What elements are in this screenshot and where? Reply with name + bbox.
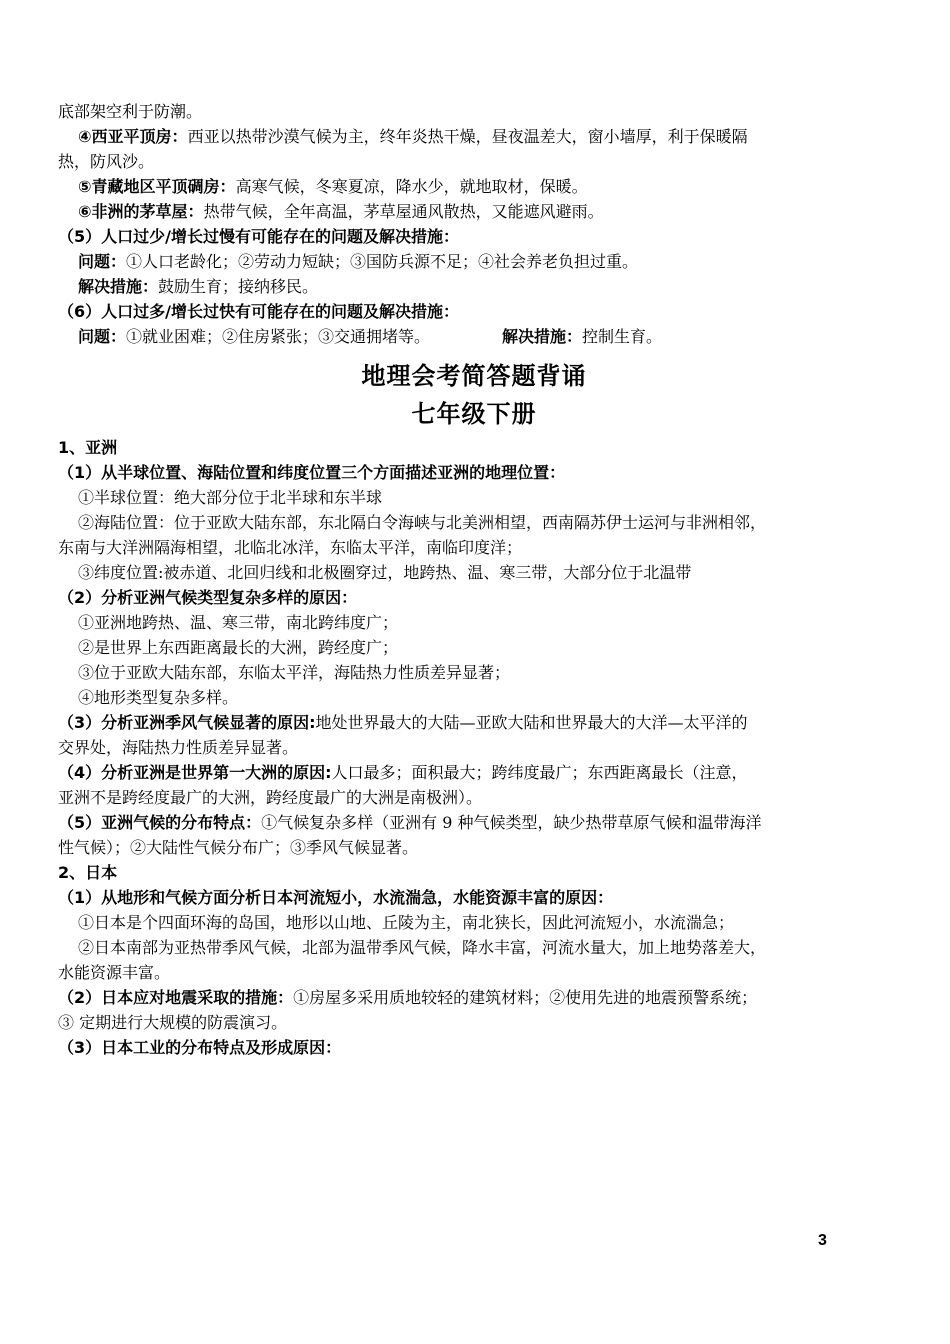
text-line: ③ 定期进行大规模的防震演习。 <box>58 1013 288 1032</box>
text-line <box>58 249 890 274</box>
text-line: 性气候）；②大陆性气候分布广；③季风气候显著。 <box>58 838 419 857</box>
item-text: 热带气候，全年高温，茅草屋通风散热，又能遮风避雨。 <box>203 202 604 221</box>
question-heading: （2）分析亚洲气候类型复杂多样的原因： <box>58 588 358 607</box>
page-subtitle: 七年级下册 <box>411 400 537 428</box>
question-label: （2）日本应对地震采取的措施： <box>58 988 294 1007</box>
question-heading: （6）人口过多/增长过快有可能存在的问题及解决措施： <box>58 302 459 321</box>
text-line: 热，防风沙。 <box>58 152 155 171</box>
question-label: （4）分析亚洲是世界第一大洲的原因: <box>58 763 332 782</box>
text-line: ④地形类型复杂多样。 <box>78 688 239 707</box>
text-line <box>58 985 890 1010</box>
text-line <box>58 324 890 349</box>
answer-text: 人口最多；面积最大；跨纬度最广；东西距离最长（注意， <box>331 763 748 782</box>
item-text: 高寒气候，冬寒夏凉，降水少，就地取材，保暖。 <box>235 177 588 196</box>
page-number: 3 <box>818 1232 827 1249</box>
answer-text: ①房屋多采用质地较轻的建筑材料；②使用先进的地震预警系统； <box>293 988 758 1007</box>
problem-label: 问题： <box>78 327 127 346</box>
item-label: ⑤青藏地区平顶碉房： <box>78 177 236 196</box>
text-line: 水能资源丰富。 <box>58 963 171 982</box>
question-heading: （5）人口过少/增长过慢有可能存在的问题及解决措施： <box>58 227 459 246</box>
text-line: 底部架空利于防潮。 <box>58 102 203 121</box>
text-line: ③位于亚欧大陆东部，东临太平洋，海陆热力性质差异显著； <box>78 663 511 682</box>
problem-text: ①人口老龄化；②劳动力短缺；③国防兵源不足；④社会养老负担过重。 <box>126 252 639 271</box>
answer-text: 地处世界最大的大陆—亚欧大陆和世界最大的大洋—太平洋的 <box>315 713 748 732</box>
document-page <box>58 99 890 1060</box>
item-text: 西亚以热带沙漠气候为主，终年炎热干燥，昼夜温差大，窗小墙厚，利于保暖隔 <box>187 127 748 146</box>
question-label: （3）分析亚洲季风气候显著的原因: <box>58 713 316 732</box>
page-title: 地理会考简答题背诵 <box>361 362 587 390</box>
question-label: （5）亚洲气候的分布特点： <box>58 813 262 832</box>
text-line <box>58 810 890 835</box>
text-line <box>58 274 890 299</box>
text-line: 交界处，海陆热力性质差异显著。 <box>58 738 299 757</box>
text-line: ③纬度位置:被赤道、北回归线和北极圈穿过，地跨热、温、寒三带，大部分位于北温带 <box>78 563 692 582</box>
text-line: ②海陆位置：位于亚欧大陆东部，东北隔白令海峡与北美洲相望，西南隔苏伊士运河与非洲相邻， <box>78 513 767 532</box>
item-label: ④西亚平顶房： <box>78 127 188 146</box>
text-line: ②日本南部为亚热带季风气候，北部为温带季风气候，降水丰富，河流水量大，加上地势落差大， <box>78 938 767 957</box>
text-line <box>58 199 890 224</box>
solution-text: 控制生育。 <box>582 327 663 346</box>
text-line: 东南与大洋洲隔海相望，北临北冰洋，东临太平洋，南临印度洋； <box>58 538 523 557</box>
text-line: ①半球位置：绝大部分位于北半球和东半球 <box>78 488 383 507</box>
answer-text: ①气候复杂多样（亚洲有 9 种气候类型，缺少热带草原气候和温带海洋 <box>261 813 762 832</box>
item-label: ⑥非洲的茅草屋： <box>78 202 204 221</box>
question-heading: （1）从半球位置、海陆位置和纬度位置三个方面描述亚洲的地理位置： <box>58 463 566 482</box>
question-heading: （1）从地形和气候方面分析日本河流短小，水流湍急，水能资源丰富的原因： <box>58 888 614 907</box>
text-line: 亚洲不是跨经度最广的大洲，跨经度最广的大洲是南极洲）。 <box>58 788 483 807</box>
problem-label: 问题： <box>78 252 127 271</box>
problem-text: ①就业困难；②住房紧张；③交通拥堵等。 <box>126 327 431 346</box>
solution-label: 解决措施： <box>78 277 159 296</box>
text-line <box>58 174 890 199</box>
question-heading: （3）日本工业的分布特点及形成原因： <box>58 1038 342 1057</box>
section-heading: 1、亚洲 <box>58 438 118 457</box>
text-line: ②是世界上东西距离最长的大洲，跨经度广； <box>78 638 399 657</box>
text-line <box>58 760 890 785</box>
section-heading: 2、日本 <box>58 863 118 882</box>
text-line: ①亚洲地跨热、温、寒三带，南北跨纬度广； <box>78 613 399 632</box>
solution-text: 鼓励生育；接纳移民。 <box>158 277 319 296</box>
text-line <box>58 710 890 735</box>
solution-label: 解决措施： <box>502 327 583 346</box>
text-line <box>58 124 890 149</box>
text-line: ①日本是个四面环海的岛国，地形以山地、丘陵为主，南北狭长，因此河流短小，水流湍急； <box>78 913 735 932</box>
